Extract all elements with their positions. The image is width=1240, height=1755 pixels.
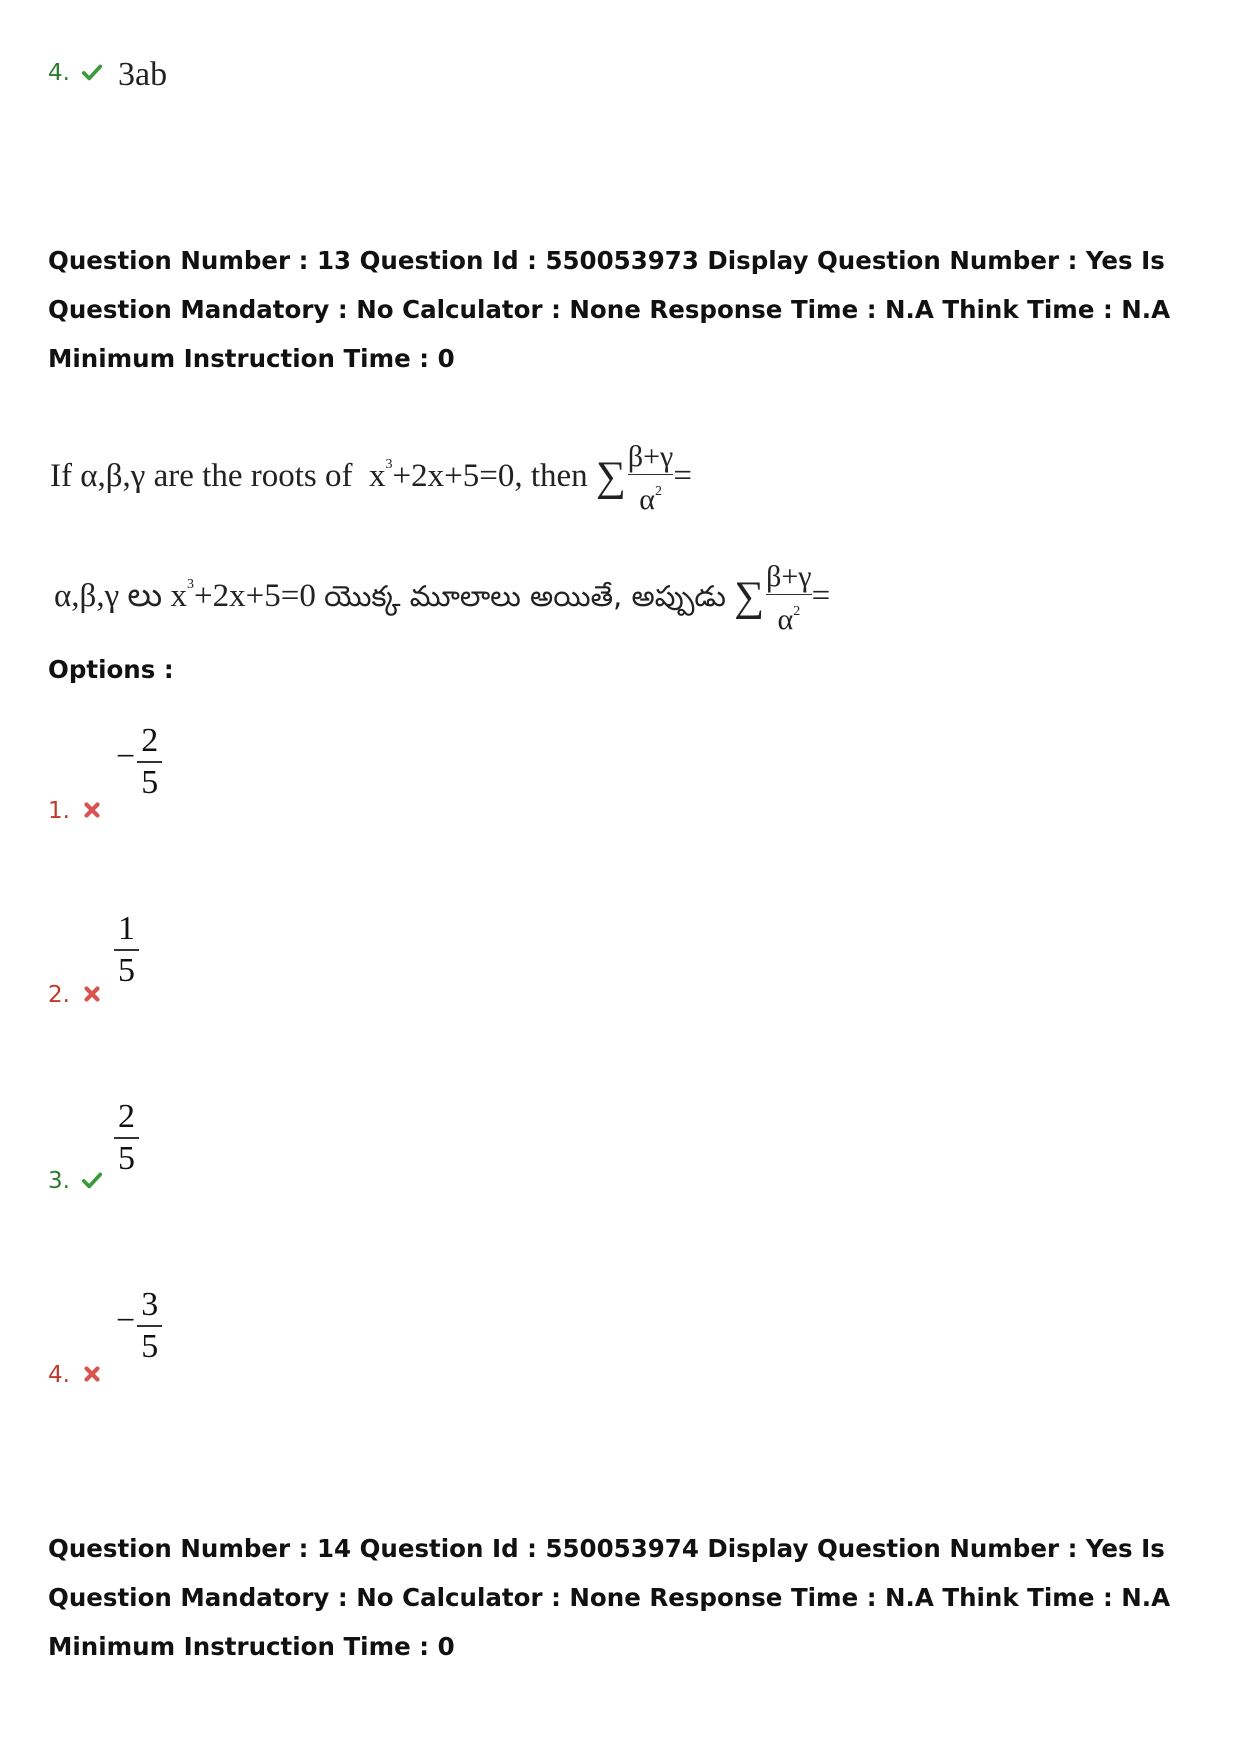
option-1-value (116, 722, 162, 802)
equals-sign: = (673, 458, 692, 495)
denominator: 5 (141, 1328, 159, 1365)
check-icon (81, 1169, 103, 1191)
numerator: 2 (118, 1098, 135, 1135)
option-number: 4. (48, 1362, 70, 1388)
fraction (114, 910, 139, 990)
cross-icon (81, 1363, 103, 1385)
option-4-value (116, 1286, 162, 1366)
denominator: 5 (118, 952, 135, 989)
equation-exponent: 3 (385, 457, 393, 473)
numerator: 1 (118, 910, 135, 947)
options-label: Options : (48, 655, 174, 684)
option-3-value (114, 1098, 139, 1178)
fraction (137, 722, 162, 802)
equation-rest: +2x+5=0 (193, 578, 316, 615)
option-4 (48, 1362, 103, 1388)
fraction (137, 1286, 162, 1366)
question-13-meta: Question Number : 13 Question Id : 550053973 Display Question Number : Yes Is Question Mandatory : No Calculator : None Response Time : N.A Think Time : N.A Minimum Instruction Time : 0 (48, 246, 1171, 373)
denominator-exponent: 2 (793, 604, 801, 619)
fraction-denominator: α (777, 603, 794, 636)
fraction (114, 1098, 139, 1178)
option-2 (48, 982, 103, 1008)
equals-sign: = (811, 578, 831, 615)
then-word: , then (514, 458, 588, 495)
prev-option-4 (48, 60, 103, 86)
telugu-lead: α,β,γ లు (54, 578, 163, 615)
denominator: 5 (141, 764, 159, 801)
equation-rest: +2x+5=0 (392, 458, 515, 495)
numerator: 3 (141, 1286, 159, 1323)
check-icon (81, 61, 103, 83)
option-2-value (114, 910, 139, 990)
sum-fraction (628, 440, 673, 517)
question-14-meta: Question Number : 14 Question Id : 550053974 Display Question Number : Yes Is Question Mandatory : No Calculator : None Response Time : N.A Think Time : N.A Minimum Instruction Time : 0 (48, 1534, 1171, 1661)
fraction-numerator: β+γ (766, 560, 812, 593)
equation-x: x (368, 458, 386, 495)
fraction-denominator: α (639, 483, 655, 516)
question-lead: If α,β,γ are the roots of (50, 458, 353, 495)
option-number: 3. (48, 1168, 70, 1194)
cross-icon (81, 799, 103, 821)
sum-fraction (766, 560, 811, 637)
minus-sign: − (116, 1301, 136, 1339)
fraction-numerator: β+γ (627, 440, 674, 473)
option-1 (48, 798, 103, 824)
option-3 (48, 1168, 103, 1194)
option-number: 2. (48, 982, 70, 1008)
option-number: 1. (48, 798, 70, 824)
equation-x: x (170, 578, 187, 615)
question-13-telugu (54, 560, 830, 637)
minus-sign: − (116, 737, 136, 775)
denominator: 5 (118, 1140, 135, 1177)
sigma-symbol: ∑ (595, 454, 626, 501)
numerator: 2 (141, 722, 159, 759)
telugu-text: యొక్క మూలాలు అయితే, అప్పుడు (324, 579, 726, 614)
equation-exponent: 3 (186, 577, 194, 593)
sigma-symbol: ∑ (734, 574, 765, 621)
question-13-english (50, 440, 692, 517)
option-number: 4. (48, 60, 70, 86)
denominator-exponent: 2 (654, 484, 662, 499)
cross-icon (81, 983, 103, 1005)
prev-option-4-text: 3ab (118, 56, 168, 93)
